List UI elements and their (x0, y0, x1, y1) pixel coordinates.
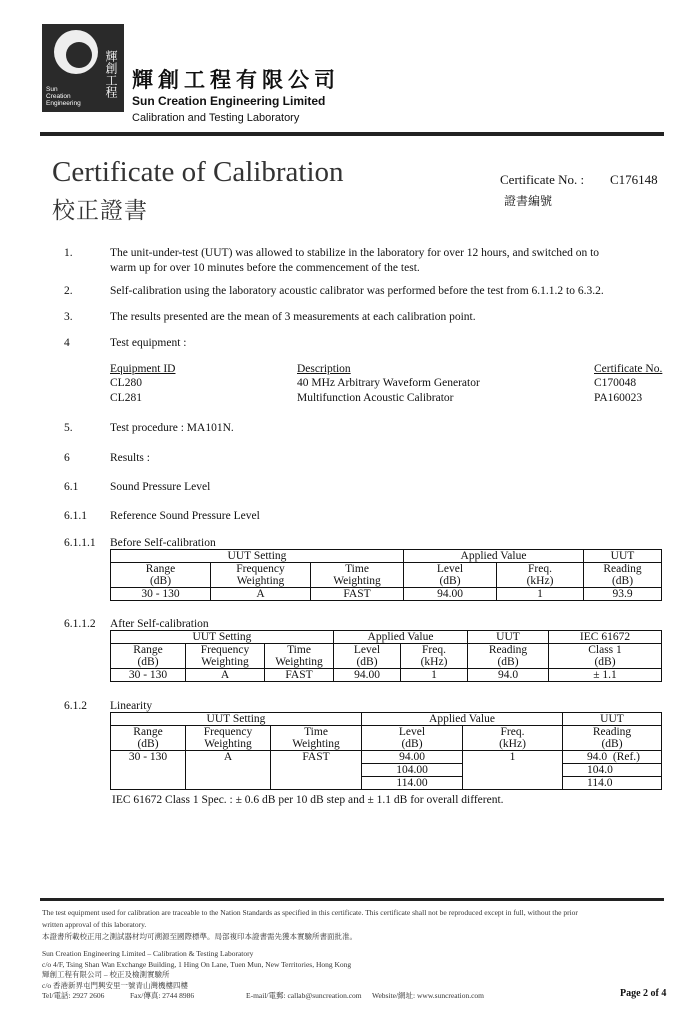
certificate-number-label-cjk: 證書編號 (504, 194, 553, 208)
equipment-id: CL281 (110, 392, 142, 404)
spec-note: IEC 61672 Class 1 Spec. : ± 0.6 dB per 10 dB step and ± 1.1 dB for overall different. (112, 794, 504, 806)
item-number: 1. (64, 247, 73, 259)
certificate-number: C176148 (610, 172, 658, 187)
section-number: 6.1.1.1 (64, 537, 96, 549)
logo-circle-inner (66, 42, 92, 68)
item-number: 5. (64, 422, 73, 434)
footer-disclaimer: The test equipment used for calibration are traceable to the Nation Standards as specified in this certificate. This certificate shall not be reproduced except in full, without the prior written approval of this laboratory. 本證書所載校正用之測試器材均可溯源至國際標準。局部複印本證書需先獲本實驗所書面批准。 (42, 908, 578, 941)
item-number: 2. (64, 285, 73, 297)
linearity-table: UUT Setting Applied Value UUT Range (dB) Frequency Weighting Time Weighting Level (dB) Freq. (kHz) Reading (dB) 30 - 130 A FAST 94.00 1 94.0 (Ref.) 104.00 104.0 114.00 114.0 (110, 712, 662, 790)
table-header: Applied Value (404, 550, 584, 563)
after-calibration-table: UUT Setting Applied Value UUT IEC 61672 Range (dB) Frequency Weighting Time Weighting Level (dB) Freq. (kHz) Reading (dB) Class 1 (dB) 30 - 130 A FAST 94.00 1 94.0 ± 1.1 (110, 630, 662, 682)
equipment-id: CL280 (110, 377, 142, 389)
table-header: IEC 61672 (549, 631, 662, 644)
table-header: Applied Value (362, 713, 563, 726)
footer-website: Website/網址: www.suncreation.com (372, 991, 485, 1000)
table-header: UUT (468, 631, 549, 644)
logo-cjk-text: 輝創工程 (104, 50, 118, 98)
equipment-header-description: Description (297, 363, 351, 375)
section-number: 6.1.1.2 (64, 618, 96, 630)
section-number: 6.1.2 (64, 700, 87, 712)
before-calibration-table: UUT Setting Applied Value UUT Range (dB) Frequency Weighting Time Weighting Level (dB) Freq. (kHz) Reading (dB) 30 - 130 A FAST 94.00 1 93.9 (110, 549, 662, 601)
company-name-en: Sun Creation Engineering Limited (132, 94, 326, 108)
table-row: 114.00 114.0 (111, 777, 662, 790)
item-text: Reference Sound Pressure Level (110, 510, 260, 522)
table-header: Applied Value (334, 631, 468, 644)
page-number: Page 2 of 4 (620, 988, 667, 999)
table-header: UUT Setting (111, 713, 362, 726)
page-title: Certificate of Calibration (52, 156, 344, 188)
item-number: 6 (64, 452, 70, 464)
section-title: Linearity (110, 700, 153, 712)
item-text: Results : (110, 452, 150, 464)
footer-rule (40, 898, 664, 901)
equipment-certificate: C170048 (594, 377, 637, 389)
item-number: 6.1.1 (64, 510, 87, 522)
item-text: The results presented are the mean of 3 measurements at each calibration point. (110, 311, 476, 323)
table-row: 30 - 130 A FAST 94.00 1 94.0 ± 1.1 (111, 669, 662, 682)
logo-en-text: Sun Creation Engineering (46, 86, 81, 107)
item-text: Sound Pressure Level (110, 481, 211, 493)
footer-fax: Fax/傳真: 2744 8986 (130, 991, 195, 1000)
company-name-cjk: 輝創工程有限公司 (132, 69, 340, 92)
table-header: UUT Setting (111, 631, 334, 644)
table-header: UUT (584, 550, 662, 563)
table-row: 30 - 130 A FAST 94.00 1 94.0 (Ref.) (111, 751, 662, 764)
page-title-cjk: 校正證書 (52, 198, 148, 223)
item-text: Test procedure : MA101N. (110, 422, 234, 434)
item-text: The unit-under-test (UUT) was allowed to stabilize in the laboratory for over 12 hours, and switched on to warm up for over 10 minutes before the commencement of the test. (110, 247, 600, 274)
footer-email: E-mail/電郵: callab@suncreation.com (246, 991, 362, 1000)
item-number: 3. (64, 311, 73, 323)
table-header: UUT Setting (111, 550, 404, 563)
section-title: Before Self-calibration (110, 537, 216, 549)
lab-name: Calibration and Testing Laboratory (132, 112, 300, 124)
item-text: Test equipment : (110, 337, 187, 349)
table-row: 104.00 104.0 (111, 764, 662, 777)
equipment-header-id: Equipment ID (110, 363, 176, 375)
item-number: 4 (64, 337, 70, 349)
certificate-number-label: Certificate No. : (500, 172, 585, 187)
equipment-description: 40 MHz Arbitrary Waveform Generator (297, 377, 480, 389)
table-row: 30 - 130 A FAST 94.00 1 93.9 (111, 588, 662, 601)
header-rule (40, 132, 664, 136)
section-title: After Self-calibration (110, 618, 209, 630)
equipment-description: Multifunction Acoustic Calibrator (297, 392, 454, 404)
footer-address: Sun Creation Engineering Limited – Calibration & Testing Laboratory c/o 4/F, Tsing Shan Wan Exchange Building, 1 Hing On Lane, Tuen Mun, New Territories, Hong Kong 輝創工程有限公司 – 校正及檢測實驗所 c/o 香港新界屯門興安里一號青山灣機樓四樓 (42, 949, 352, 990)
footer-telephone: Tel/電話: 2927 2606 (42, 991, 105, 1000)
item-number: 6.1 (64, 481, 79, 493)
equipment-header-certificate: Certificate No. (594, 363, 663, 375)
item-text: Self-calibration using the laboratory acoustic calibrator was performed before the test from 6.1.1.2 to 6.3.2. (110, 285, 604, 297)
equipment-certificate: PA160023 (594, 392, 643, 404)
table-header: UUT (563, 713, 662, 726)
